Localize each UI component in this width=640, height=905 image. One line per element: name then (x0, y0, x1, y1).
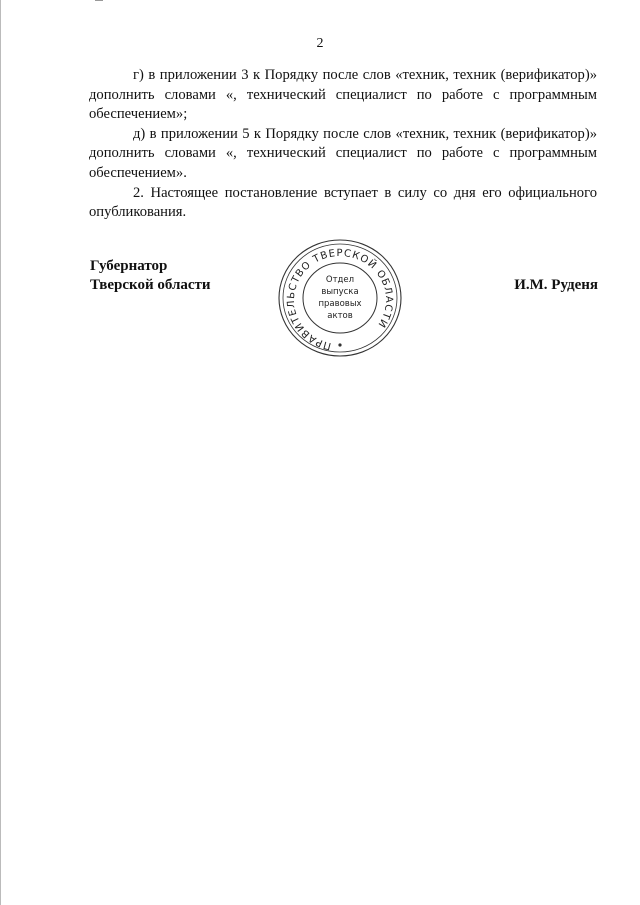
seal-outer-ring-inner (283, 244, 397, 352)
seal-inner-line-4: актов (327, 311, 353, 321)
seal-ring-text: ПРАВИТЕЛЬСТВО ТВЕРСКОЙ ОБЛАСТИ (285, 247, 395, 352)
paragraph-g: г) в приложении 3 к Порядку после слов «техник, техник (верификатор)» дополнить словами «, технический специалист по работе с программным обеспечением»; (89, 67, 597, 123)
signer-name: И.М. Руденя (514, 277, 598, 293)
seal-star-dot (338, 343, 341, 346)
seal-inner-line-3: правовых (318, 299, 362, 309)
seal-graphic (274, 236, 406, 358)
seal-inner-ring (303, 263, 377, 333)
official-seal (274, 236, 406, 358)
signer-region: Тверской области (90, 277, 211, 293)
page-number: 2 (316, 36, 324, 51)
signer-position (90, 257, 270, 295)
seal-inner-line-2: выпуска (321, 287, 359, 297)
signer-title: Губернатор (90, 258, 168, 274)
paragraph-effective-date: 2. Настоящее постановление вступает в силу со дня его официального опубликования. (89, 184, 597, 221)
document-body (89, 66, 597, 223)
paragraph-d: д) в приложении 5 к Порядку после слов «техник, техник (верификатор)» дополнить словами «, технический специалист по работе с программным обеспечением». (89, 125, 597, 181)
seal-inner-line-1: Отдел (325, 275, 355, 285)
scan-mark-top (95, 0, 103, 1)
scan-edge-left (0, 0, 1, 905)
